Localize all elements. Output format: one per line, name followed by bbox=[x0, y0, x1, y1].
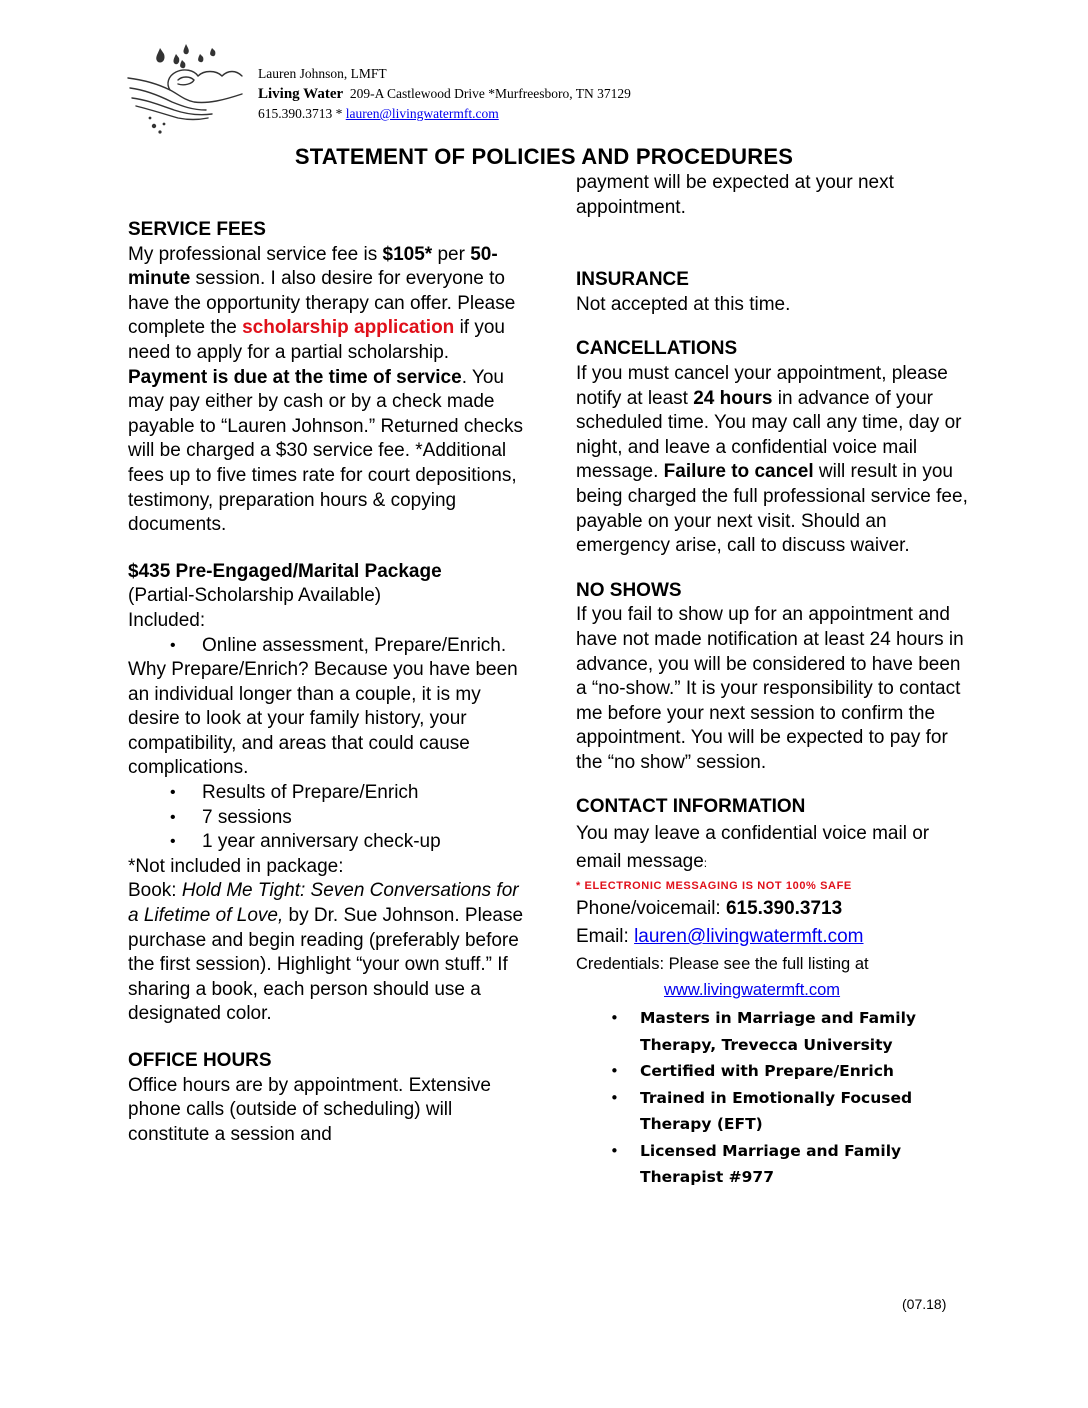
failure-to-cancel-text: Failure to cancel bbox=[663, 461, 814, 483]
credential-item: • Masters in Marriage and Family Therapy, Trevecca University bbox=[576, 1005, 976, 1058]
cancellations-text-1: If you must cancel your appointment, please notify at least bbox=[576, 362, 948, 409]
not-included-label: *Not included in package: bbox=[128, 855, 344, 877]
right-column bbox=[576, 171, 976, 1191]
practice-contact-line bbox=[258, 104, 631, 124]
service-fees-text-1: My professional service fee is bbox=[128, 243, 383, 265]
list-item: • Online assessment, Prepare/Enrich. bbox=[128, 634, 528, 659]
cancellations-text-2: in advance of your scheduled time. You may call any time, day or night, and leave a confidential voice mail message. bbox=[576, 387, 962, 483]
practice-address-line bbox=[258, 84, 631, 104]
cancellations-text-3: will result in you being charged the full professional service fee, payable on your next visit. Should an emergency arise, call to discuss waiver. bbox=[576, 461, 968, 557]
contact-text-colon: : bbox=[703, 856, 708, 871]
no-shows-heading: NO SHOWS bbox=[576, 579, 682, 601]
package-heading: $435 Pre-Engaged/Marital Package bbox=[128, 560, 442, 582]
page-title: STATEMENT OF POLICIES AND PROCEDURES bbox=[294, 144, 794, 169]
phone-label: Phone/voicemail: bbox=[576, 898, 726, 920]
credentials-text: Credentials: Please see the full listing at bbox=[576, 955, 869, 974]
cancellations-heading: CANCELLATIONS bbox=[576, 338, 738, 360]
practitioner-name: Lauren Johnson, LMFT bbox=[258, 66, 387, 81]
book-label: Book: bbox=[128, 880, 182, 902]
phone-number[interactable]: 615.390.3713 bbox=[725, 898, 843, 920]
office-hours-heading: OFFICE HOURS bbox=[128, 1050, 272, 1071]
contact-heading: CONTACT INFORMATION bbox=[576, 796, 806, 818]
service-fees-heading: SERVICE FEES bbox=[128, 219, 266, 240]
credential-item: • Certified with Prepare/Enrich bbox=[576, 1058, 976, 1085]
contact-text bbox=[576, 820, 976, 877]
security-warning: * ELECTRONIC MESSAGING IS NOT 100% SAFE bbox=[576, 880, 852, 893]
email-line bbox=[576, 923, 976, 951]
website-link[interactable]: www.livingwatermft.com bbox=[664, 981, 841, 1000]
scholarship-application-link[interactable]: scholarship application bbox=[242, 317, 455, 339]
service-fees-text-3: session. I also desire for everyone to have the opportunity therapy can offer. Please complete the bbox=[128, 268, 516, 339]
service-fees-text-4: if you need to apply for a partial scholarship. bbox=[128, 317, 505, 363]
insurance-heading: INSURANCE bbox=[576, 269, 689, 291]
service-fees-text bbox=[128, 243, 528, 538]
cancellations-text bbox=[576, 362, 976, 559]
service-fees-text-5: . You may pay either by cash or by a check made payable to “Lauren Johnson.” Returned checks will be charged a $30 service fee. *Additional fees up to five times rate for court depositions, testimony, preparation hours & copying documents. bbox=[128, 366, 524, 536]
package-results-list bbox=[128, 781, 528, 855]
list-item: • Results of Prepare/Enrich bbox=[128, 781, 528, 806]
practice-brand: Living Water bbox=[258, 86, 344, 102]
document-version: (07.18) bbox=[902, 1296, 947, 1312]
hand-water-drop-logo bbox=[124, 40, 248, 136]
office-hours-text: Office hours are by appointment. Extensive phone calls (outside of scheduling) will constitute a session and bbox=[128, 1074, 491, 1145]
package-subheading: (Partial-Scholarship Available) bbox=[128, 585, 382, 607]
cancellation-notice-hours: 24 hours bbox=[693, 387, 773, 409]
website-link-row bbox=[576, 977, 976, 1003]
insurance-text: Not accepted at this time. bbox=[576, 293, 791, 315]
payment-due-text: Payment is due at the time of service bbox=[128, 366, 462, 388]
email-link[interactable]: lauren@livingwatermft.com bbox=[634, 926, 864, 948]
session-length: 50-minute bbox=[128, 243, 498, 290]
package-included-label: Included: bbox=[128, 609, 206, 631]
list-item: • 7 sessions bbox=[128, 806, 528, 831]
left-column bbox=[128, 218, 528, 1147]
email-label: Email: bbox=[576, 926, 635, 948]
book-description: by Dr. Sue Johnson. Please purchase and begin reading (preferably before the first session). Highlight “your own stuff.” If sharing a book, each person should use a designated color. bbox=[128, 905, 524, 1025]
book-text bbox=[128, 879, 528, 1027]
phone-line bbox=[576, 895, 976, 923]
credential-item: • Licensed Marriage and Family Therapist #977 bbox=[576, 1138, 976, 1191]
contact-text-body: You may leave a confidential voice mail or email message bbox=[576, 823, 930, 873]
practice-phone: 615.390.3713 * bbox=[258, 106, 343, 121]
service-fees-text-2: per bbox=[432, 243, 471, 265]
list-item: • 1 year anniversary check-up bbox=[128, 830, 528, 855]
office-hours-text-continued: payment will be expected at your next appointment. bbox=[576, 172, 894, 218]
credential-item: • Trained in Emotionally Focused Therapy (EFT) bbox=[576, 1085, 976, 1138]
letterhead-email-link[interactable]: lauren@livingwatermft.com bbox=[345, 106, 499, 121]
no-shows-text: If you fail to show up for an appointment and have not made notification at least 24 hours in advance, you will be considered to have been a “no-show.” It is your responsibility to contact me before your next session to confirm the appointment. You will be expected to pay for the “no show” session. bbox=[576, 604, 964, 773]
letterhead bbox=[258, 64, 631, 124]
book-title: Hold Me Tight: Seven Conversations for a Lifetime of Love, bbox=[128, 880, 519, 927]
credentials-list bbox=[576, 1005, 976, 1191]
why-prepare-enrich-text: Why Prepare/Enrich? Because you have been an individual longer than a couple, it is my desire to look at your family history, your compatibility, and areas that could cause complications. bbox=[128, 659, 518, 779]
practice-address: 209-A Castlewood Drive *Murfreesboro, TN 37129 bbox=[349, 86, 631, 101]
fee-amount: $105* bbox=[382, 243, 433, 265]
package-included-list bbox=[128, 634, 528, 659]
